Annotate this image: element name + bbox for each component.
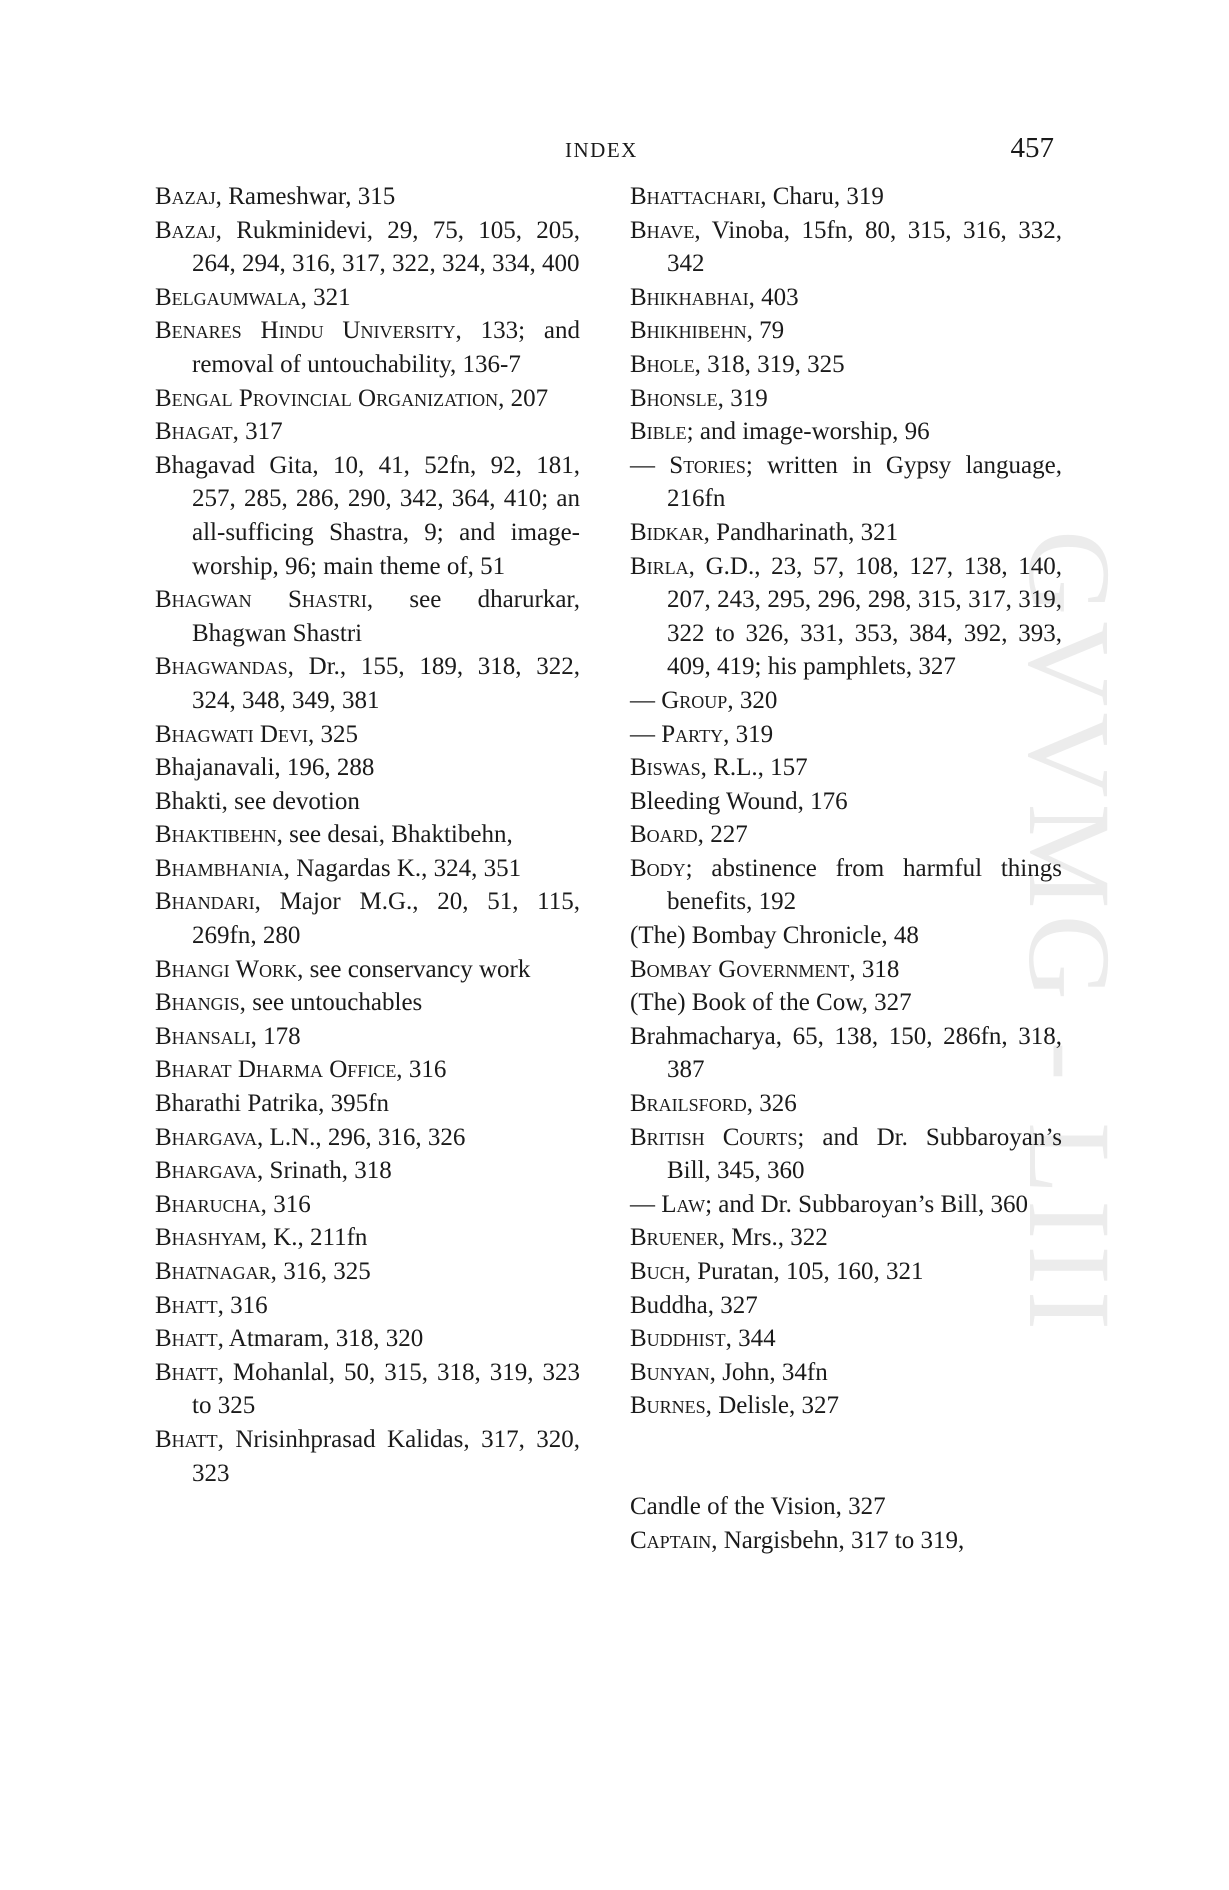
index-entry: Bhambhania, Nagardas K., 324, 351 <box>155 854 522 882</box>
index-entry: Bharat Dharma Office, 316 <box>155 1056 447 1084</box>
index-entry: Benares Hindu University, 133; and removal of untouchability, 136-7 <box>155 317 580 378</box>
index-entry: Buch, Puratan, 105, 160, 321 <box>630 1258 924 1285</box>
index-column-left <box>155 180 580 1490</box>
index-entry: Bruener, Mrs., 322 <box>630 1224 828 1252</box>
index-entry: Bombay Government, 318 <box>630 955 900 983</box>
index-entry: Bhatt, 316 <box>155 1291 268 1319</box>
index-entry: Bhikhabhai, 403 <box>630 283 799 311</box>
index-entry: Biswas, R.L., 157 <box>630 754 808 782</box>
index-entry: Bhave, Vinoba, 15fn, 80, 315, 316, 332, 342 <box>630 216 1062 278</box>
index-entry: Buddha, 327 <box>630 1291 758 1319</box>
index-entry: Bunyan, John, 34fn <box>630 1358 828 1386</box>
index-entry: Bhagavad Gita, 10, 41, 52fn, 92, 181, 257, 285, 286, 290, 342, 364, 410; an all-sufficing Shastra, 9; and image-worship, 96; main theme of, 51 <box>155 451 580 580</box>
index-entry: Bhangis, see untouchables <box>155 989 423 1017</box>
index-entry: Captain, Nargisbehn, 317 to 319, <box>630 1526 965 1554</box>
page-number: 457 <box>1010 132 1054 164</box>
index-entry: Bhatt, Mohanlal, 50, 315, 318, 319, 323 to 325 <box>155 1358 580 1420</box>
page-header <box>0 132 1229 166</box>
index-entry: — Group, 320 <box>630 686 778 714</box>
index-entry: Bazaj, Rameshwar, 315 <box>155 183 396 210</box>
index-entry: Bhandari, Major M.G., 20, 51, 115, 269fn, 280 <box>155 888 580 950</box>
index-entry: — Stories; written in Gypsy language, 216fn <box>630 451 1062 513</box>
index-entry: Bhashyam, K., 211fn <box>155 1224 368 1252</box>
index-entry: Burnes, Delisle, 327 <box>630 1392 840 1420</box>
index-entry: Bible; and image-worship, 96 <box>630 418 930 446</box>
index-entry: Bazaj, Rukminidevi, 29, 75, 105, 205, 264, 294, 316, 317, 322, 324, 334, 400 <box>155 216 580 278</box>
index-entry: Bhaktibehn, see desai, Bhaktibehn, <box>155 821 513 849</box>
index-entry: Bhagwandas, Dr., 155, 189, 318, 322, 324, 348, 349, 381 <box>155 653 580 714</box>
running-head: INDEX <box>565 138 638 162</box>
index-entry: Bhajanavali, 196, 288 <box>155 754 375 782</box>
index-entry: Bhikhibehn, 79 <box>630 317 785 345</box>
index-column-right <box>630 180 1062 1557</box>
watermark: GVVMG - LIII <box>1004 530 1135 1337</box>
index-entry: Bharucha, 316 <box>155 1190 311 1218</box>
index-entry: British Courts; and Dr. Subbaroyan’s Bill, 345, 360 <box>630 1123 1062 1185</box>
index-entry: Bidkar, Pandharinath, 321 <box>630 518 899 546</box>
index-entry: Bhattachari, Charu, 319 <box>630 183 884 210</box>
index-entry: Bhatt, Atmaram, 318, 320 <box>155 1325 424 1353</box>
letter-section-gap <box>630 1423 1062 1490</box>
index-entry: Bhansali, 178 <box>155 1022 301 1050</box>
index-entry: (The) Bombay Chronicle, 48 <box>630 922 919 950</box>
index-entry: Bhatnagar, 316, 325 <box>155 1258 371 1285</box>
index-entry: Bleeding Wound, 176 <box>630 787 848 815</box>
index-entry: (The) Book of the Cow, 327 <box>630 989 912 1017</box>
index-entry: — Party, 319 <box>630 720 774 748</box>
index-entry: Bhangi Work, see conservancy work <box>155 955 531 983</box>
index-entry: Bhatt, Nrisinhprasad Kalidas, 317, 320, 323 <box>155 1425 580 1487</box>
index-entry: Bhonsle, 319 <box>630 384 768 412</box>
index-entry: — Law; and Dr. Subbaroyan’s Bill, 360 <box>630 1190 1028 1218</box>
index-entry: Bhagat, 317 <box>155 418 283 446</box>
index-entry: Bhakti, see devotion <box>155 787 360 815</box>
index-entry: Brailsford, 326 <box>630 1090 797 1118</box>
index-entry: Board, 227 <box>630 821 748 849</box>
index-entry: Bhargava, L.N., 296, 316, 326 <box>155 1123 466 1151</box>
index-entry: Body; abstinence from harmful things benefits, 192 <box>630 854 1062 916</box>
index-entry: Bengal Provincial Organization, 207 <box>155 384 549 412</box>
index-entry: Belgaumwala, 321 <box>155 283 351 311</box>
index-entry: Bhargava, Srinath, 318 <box>155 1157 392 1185</box>
index-entry: Bhole, 318, 319, 325 <box>630 350 845 378</box>
index-entry: Brahmacharya, 65, 138, 150, 286fn, 318, 387 <box>630 1022 1062 1084</box>
index-entry: Bharathi Patrika, 395fn <box>155 1090 389 1118</box>
index-entry: Buddhist, 344 <box>630 1325 776 1353</box>
index-entry: Candle of the Vision, 327 <box>630 1492 886 1520</box>
index-entry: Birla, G.D., 23, 57, 108, 127, 138, 140, 207, 243, 295, 296, 298, 315, 317, 319, 322 to 326, 331, 353, 384, 392, 393, 409, 419; his pamphlets, 327 <box>630 552 1062 681</box>
index-entry: Bhagwati Devi, 325 <box>155 720 358 748</box>
index-entry: Bhagwan Shastri, see dharurkar, Bhagwan Shastri <box>155 586 580 647</box>
